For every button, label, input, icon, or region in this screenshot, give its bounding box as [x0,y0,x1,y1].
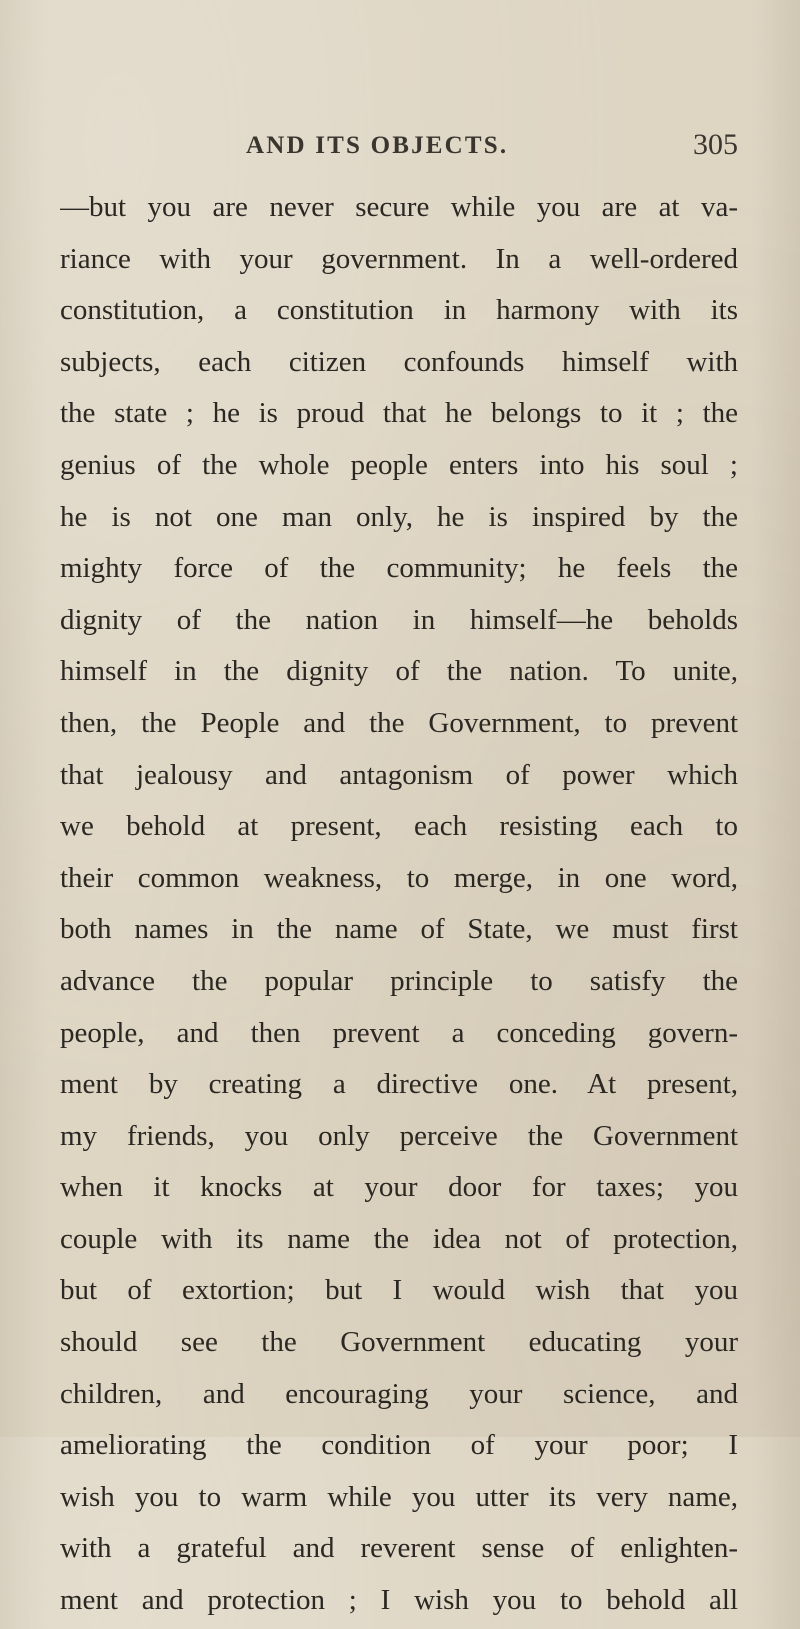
text-line: with a grateful and reverent sense of enlighten- [60,1532,738,1565]
text-line: mighty force of the community; he feels the [60,552,738,585]
text-line: he is not one man only, he is inspired by the [60,500,738,533]
text-line: constitution, a constitution in harmony with its [60,294,738,327]
text-line: their common weakness, to merge, in one word, [60,861,738,894]
text-line: wish you to warm while you utter its very name, [60,1480,738,1513]
text-line: himself in the dignity of the nation. To unite, [60,655,738,688]
page-number: 305 [693,128,738,161]
text-line: we behold at present, each resisting each to [60,810,738,843]
running-head [60,128,738,172]
text-line: couple with its name the idea not of protection, [60,1222,738,1255]
text-line: ment by creating a directive one. At present, [60,1068,738,1101]
text-line: that jealousy and antagonism of power which [60,758,738,791]
text-line: when it knocks at your door for taxes; you [60,1171,738,1204]
text-line: but of extortion; but I would wish that you [60,1274,738,1307]
text-line: the state ; he is proud that he belongs to it ; the [60,397,738,430]
text-line: ameliorating the condition of your poor; I [60,1429,738,1462]
text-line: children, and encouraging your science, and [60,1377,738,1410]
body-text [60,184,738,1629]
text-line: my friends, you only perceive the Government [60,1119,738,1152]
text-line: dignity of the nation in himself—he beholds [60,603,738,636]
text-line: riance with your government. In a well-ordered [60,242,738,275]
text-line: ment and protection ; I wish you to behold all [60,1584,738,1617]
text-line: subjects, each citizen confounds himself with [60,345,738,378]
text-line: then, the People and the Government, to prevent [60,706,738,739]
text-line: people, and then prevent a conceding govern- [60,1016,738,1049]
text-line: should see the Government educating your [60,1326,738,1359]
text-line: genius of the whole people enters into his soul ; [60,448,738,481]
text-line: both names in the name of State, we must first [60,913,738,946]
text-line: advance the popular principle to satisfy the [60,964,738,997]
running-title: AND ITS OBJECTS. [246,132,509,159]
text-line: —but you are never secure while you are at va- [60,191,738,223]
